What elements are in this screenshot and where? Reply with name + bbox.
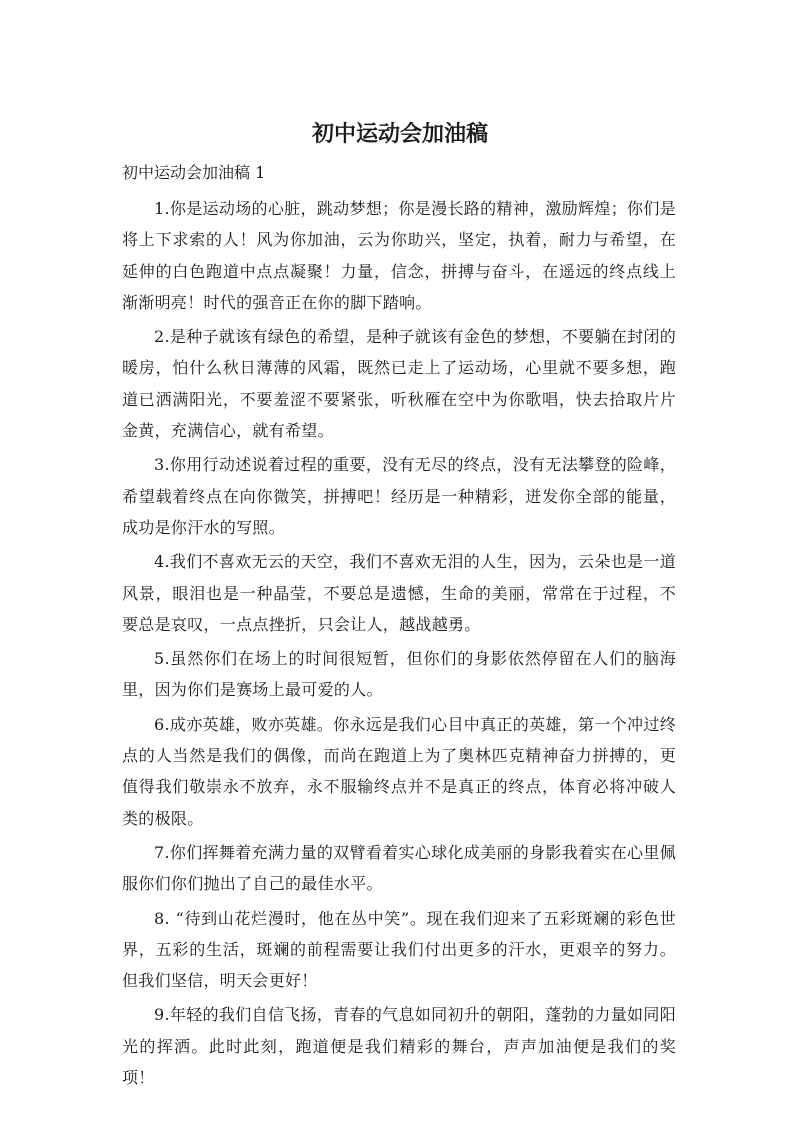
paragraph-8: 8. “待到山花烂漫时，他在丛中笑”。现在我们迎来了五彩斑斓的彩色世界，五彩的生活，斑斓的前程需要让我们付出更多的汗水，更艰辛的努力。但我们坚信，明天会更好！ [122,908,676,991]
paragraph-2: 2.是种子就该有绿色的希望，是种子就该有金色的梦想，不要躺在封闭的暖房，怕什么秋日薄薄的风霜，既然已走上了运动场，心里就不要多想，跑道已洒满阳光，不要羞涩不要紧张，听秋雁在空中为你歌唱，快去拾取片片金黄，充满信心，就有希望。 [122,327,676,441]
paragraph-5: 5.虽然你们在场上的时间很短暂，但你们的身影依然停留在人们的脑海里，因为你们是赛场上最可爱的人。 [122,649,676,700]
document-title: 初中运动会加油稿 [311,122,488,147]
paragraph-7: 7.你们挥舞着充满力量的双臂看着实心球化成美丽的身影我着实在心里佩服你们你们抛出了自己的最佳水平。 [122,842,676,894]
paragraph-9: 9.年轻的我们自信飞扬，青春的气息如同初升的朝阳，蓬勃的力量如同阳光的挥洒。此时此刻，跑道便是我们精彩的舞台，声声加油便是我们的奖项！ [122,1005,676,1088]
paragraph-3: 3.你用行动述说着过程的重要，没有无尽的终点，没有无法攀登的险峰，希望载着终点在向你微笑，拼搏吧！经历是一种精彩，迸发你全部的能量，成功是你汗水的写照。 [122,455,676,537]
paragraph-4: 4.我们不喜欢无云的天空，我们不喜欢无泪的人生，因为，云朵也是一道风景，眼泪也是一种晶莹，不要总是遗憾，生命的美丽，常常在于过程，不要总是哀叹，一点点挫折，只会让人，越战越勇。 [122,552,676,634]
paragraph-6: 6.成亦英雄，败亦英雄。你永远是我们心目中真正的英雄，第一个冲过终点的人当然是我们的偶像，而尚在跑道上为了奥林匹克精神奋力拼搏的，更值得我们敬崇永不放弃，永不服输终点并不是真正的终点，体育必将冲破人类的极限。 [122,714,676,828]
document-subtitle: 初中运动会加油稿 1 [122,163,266,182]
document-body [122,193,676,1096]
paragraph-1: 1.你是运动场的心脏，跳动梦想；你是漫长路的精神，激励辉煌；你们是将上下求索的人！风为你加油，云为你助兴，坚定，执着，耐力与希望，在延伸的白色跑道中点点凝聚！力量，信念，拼搏与奋斗，在遥远的终点线上渐渐明亮！时代的强音正在你的脚下踏响。 [122,199,676,312]
